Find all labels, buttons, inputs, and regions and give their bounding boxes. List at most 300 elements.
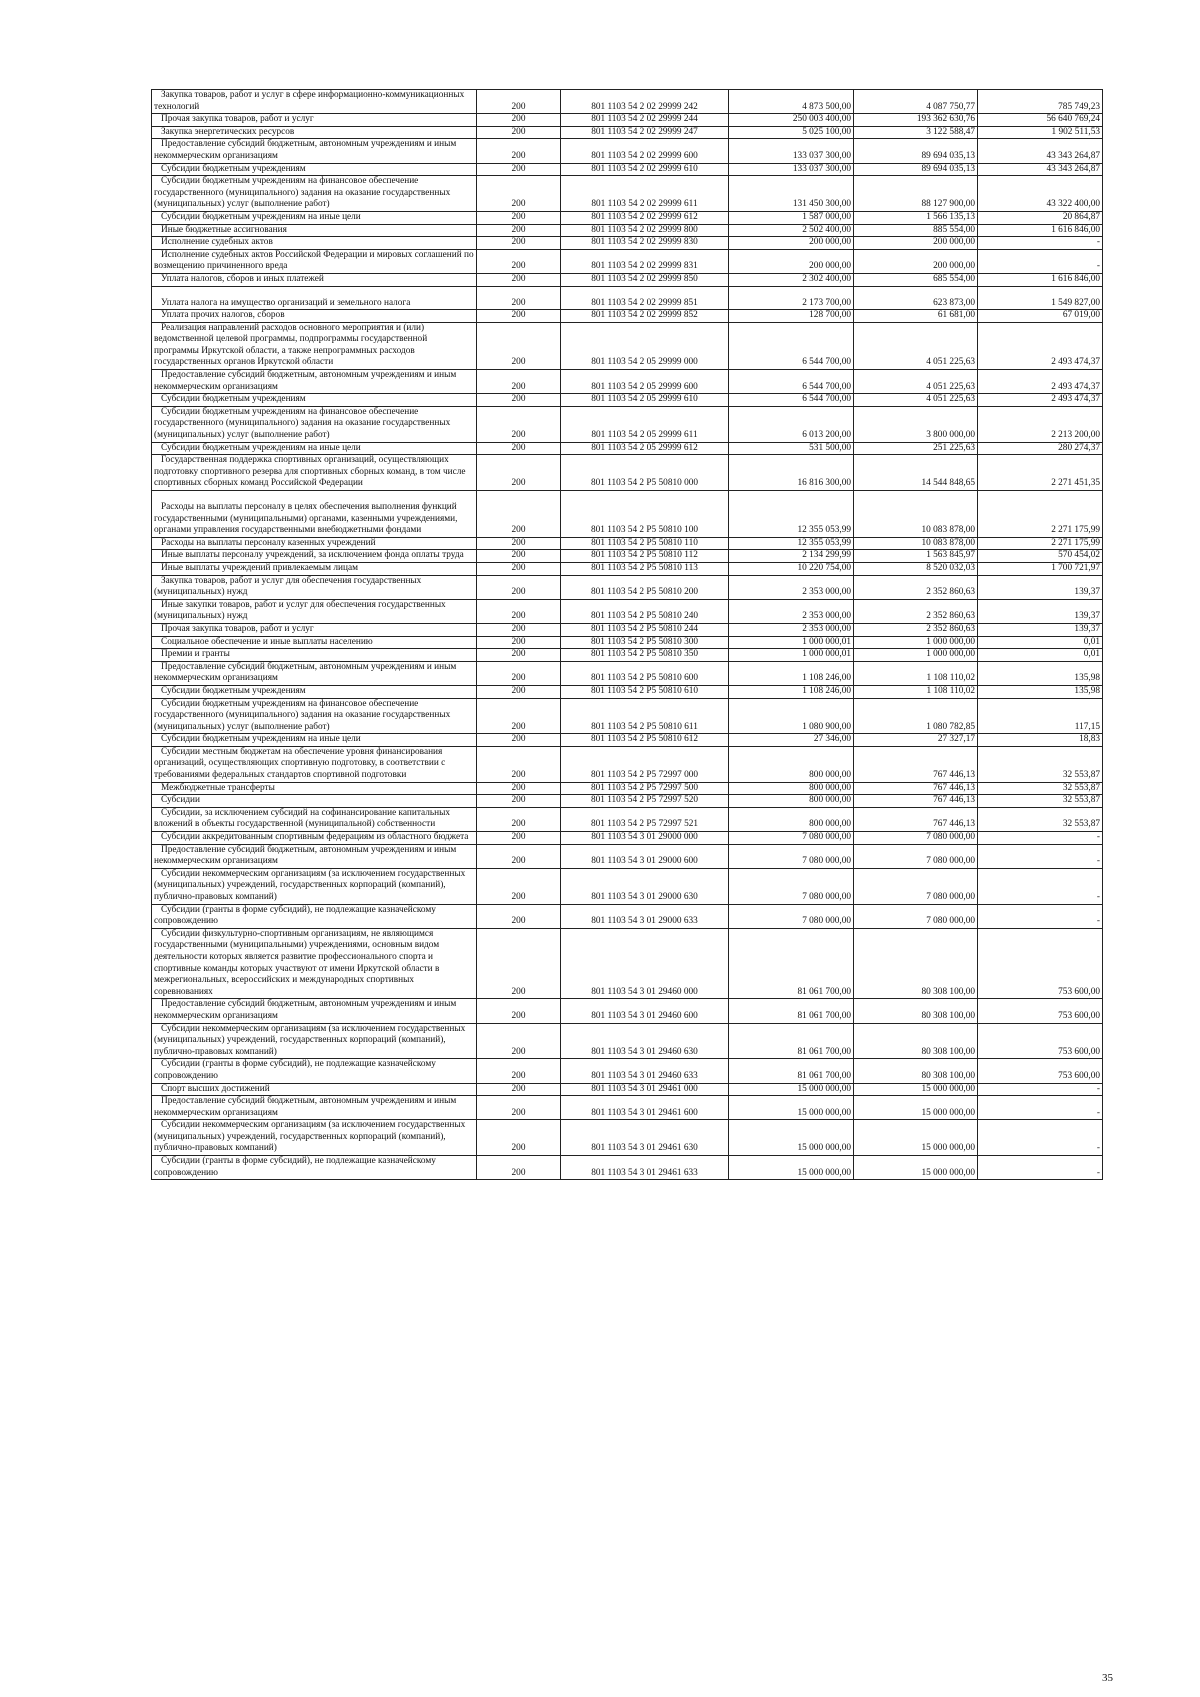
row-approved-cell: 15 000 000,00 (729, 1120, 854, 1156)
row-line-code-cell: 200 (477, 114, 561, 127)
row-name-cell (152, 868, 477, 904)
row-approved-cell: 133 037 300,00 (729, 163, 854, 176)
row-unexecuted-cell: 2 271 175,99 (978, 491, 1103, 538)
row-approved-cell: 800 000,00 (729, 795, 854, 808)
row-unexecuted-cell: 1 549 827,00 (978, 286, 1103, 310)
row-approved-cell: 1 080 900,00 (729, 698, 854, 734)
table-row (152, 394, 1103, 407)
row-executed-cell: 623 873,00 (854, 286, 978, 310)
row-budget-code-cell: 801 1103 54 2 P5 50810 612 (561, 734, 729, 747)
table-row (152, 746, 1103, 782)
row-budget-code-cell: 801 1103 54 2 P5 50810 113 (561, 562, 729, 575)
row-budget-code-cell: 801 1103 54 2 P5 50810 110 (561, 537, 729, 550)
row-line-code-cell: 200 (477, 928, 561, 999)
row-name-cell (152, 310, 477, 323)
row-name-text: Социальное обеспечение и иные выплаты населению (161, 636, 373, 647)
row-name-cell (152, 370, 477, 394)
table-row (152, 273, 1103, 286)
row-executed-cell: 1 108 110,02 (854, 661, 978, 685)
row-name-cell (152, 623, 477, 636)
row-budget-code-cell: 801 1103 54 2 P5 72997 521 (561, 807, 729, 831)
row-unexecuted-cell: 2 493 474,37 (978, 394, 1103, 407)
row-budget-code-cell: 801 1103 54 2 02 29999 612 (561, 211, 729, 224)
row-name-text: Субсидии физкультурно-спортивным организациям, не являющимся государственными (муниципальными) учреждениями, основным видом деятельности которых является развитие профессионального спорта и спортивные команды которых участвуют от имени Иркутской области в межрегиональных, всероссийских и международных спортивных соревнованиях (154, 928, 440, 997)
row-unexecuted-cell: 0,01 (978, 649, 1103, 662)
row-name-text: Субсидии бюджетным учреждениям (161, 163, 306, 174)
table-row (152, 807, 1103, 831)
row-name-cell (152, 685, 477, 698)
row-line-code-cell: 200 (477, 795, 561, 808)
row-executed-cell: 80 308 100,00 (854, 928, 978, 999)
row-budget-code-cell: 801 1103 54 3 01 29461 600 (561, 1096, 729, 1120)
row-line-code-cell: 200 (477, 868, 561, 904)
row-budget-code-cell: 801 1103 54 2 02 29999 850 (561, 273, 729, 286)
table-row (152, 999, 1103, 1023)
row-approved-cell: 16 816 300,00 (729, 455, 854, 491)
row-budget-code-cell: 801 1103 54 3 01 29000 633 (561, 904, 729, 928)
row-line-code-cell: 200 (477, 394, 561, 407)
table-row (152, 163, 1103, 176)
row-name-cell (152, 844, 477, 868)
row-line-code-cell: 200 (477, 661, 561, 685)
row-line-code-cell: 200 (477, 1156, 561, 1180)
row-executed-cell: 885 554,00 (854, 224, 978, 237)
row-name-text: Прочая закупка товаров, работ и услуг (161, 623, 314, 634)
page-number: 35 (1102, 1672, 1113, 1684)
row-approved-cell: 250 003 400,00 (729, 114, 854, 127)
row-name-cell (152, 599, 477, 623)
row-line-code-cell: 200 (477, 211, 561, 224)
row-name-text: Межбюджетные трансферты (161, 782, 275, 793)
row-unexecuted-cell: - (978, 249, 1103, 273)
row-budget-code-cell: 801 1103 54 3 01 29460 633 (561, 1059, 729, 1083)
row-name-text: Субсидии бюджетным учреждениям на иные цели (161, 734, 361, 745)
row-budget-code-cell: 801 1103 54 2 P5 50810 244 (561, 623, 729, 636)
row-name-cell (152, 114, 477, 127)
row-name-text: Субсидии, за исключением субсидий на софинансирование капитальных вложений в объекты государственной (муниципальной) собственности (154, 807, 451, 830)
row-approved-cell: 10 220 754,00 (729, 562, 854, 575)
row-name-text: Уплата налогов, сборов и иных платежей (161, 273, 324, 284)
row-approved-cell: 2 173 700,00 (729, 286, 854, 310)
row-line-code-cell: 200 (477, 90, 561, 114)
row-line-code-cell: 200 (477, 1023, 561, 1059)
row-name-text: Предоставление субсидий бюджетным, автономным учреждениям и иным некоммерческим организациям (154, 999, 457, 1021)
row-name-text: Закупка энергетических ресурсов (161, 126, 295, 137)
row-approved-cell: 4 873 500,00 (729, 90, 854, 114)
row-approved-cell: 2 302 400,00 (729, 273, 854, 286)
row-line-code-cell: 200 (477, 734, 561, 747)
table-row (152, 698, 1103, 734)
row-name-text: Иные выплаты персоналу учреждений, за исключением фонда оплаты труда (161, 550, 464, 561)
row-line-code-cell: 200 (477, 163, 561, 176)
row-unexecuted-cell: - (978, 844, 1103, 868)
row-name-cell (152, 1120, 477, 1156)
row-name-text: Расходы на выплаты персоналу казенных учреждений (161, 537, 376, 548)
row-approved-cell: 2 353 000,00 (729, 623, 854, 636)
row-approved-cell: 2 353 000,00 (729, 599, 854, 623)
row-unexecuted-cell: - (978, 1096, 1103, 1120)
row-executed-cell: 89 694 035,13 (854, 163, 978, 176)
row-executed-cell: 4 087 750,77 (854, 90, 978, 114)
row-unexecuted-cell: 0,01 (978, 636, 1103, 649)
budget-execution-table (151, 89, 1103, 1180)
table-row (152, 249, 1103, 273)
row-name-cell (152, 734, 477, 747)
row-name-cell (152, 224, 477, 237)
row-executed-cell: 2 352 860,63 (854, 599, 978, 623)
table-row (152, 550, 1103, 563)
row-executed-cell: 4 051 225,63 (854, 370, 978, 394)
row-line-code-cell: 200 (477, 537, 561, 550)
row-unexecuted-cell: 753 600,00 (978, 1059, 1103, 1083)
row-line-code-cell: 200 (477, 310, 561, 323)
row-line-code-cell: 200 (477, 491, 561, 538)
row-unexecuted-cell: - (978, 832, 1103, 845)
row-line-code-cell: 200 (477, 455, 561, 491)
row-approved-cell: 128 700,00 (729, 310, 854, 323)
row-budget-code-cell: 801 1103 54 2 02 29999 830 (561, 237, 729, 250)
row-unexecuted-cell: 753 600,00 (978, 928, 1103, 999)
row-name-text: Субсидии (гранты в форме субсидий), не подлежащие казначейскому сопровождению (154, 1156, 436, 1178)
table-row (152, 795, 1103, 808)
row-unexecuted-cell: 139,37 (978, 575, 1103, 599)
row-name-text: Закупка товаров, работ и услуг для обеспечения государственных (муниципальных) нужд (154, 575, 422, 598)
row-line-code-cell: 200 (477, 139, 561, 163)
row-name-cell (152, 126, 477, 139)
row-name-text: Премии и гранты (161, 649, 230, 660)
row-line-code-cell: 200 (477, 575, 561, 599)
row-approved-cell: 800 000,00 (729, 746, 854, 782)
row-unexecuted-cell: 56 640 769,24 (978, 114, 1103, 127)
row-name-text: Субсидии бюджетным учреждениям на финансовое обеспечение государственного (муниципального) задания на оказание государственных (муниципальных) услуг (выполнение работ) (154, 698, 451, 732)
row-line-code-cell: 200 (477, 746, 561, 782)
row-name-cell (152, 139, 477, 163)
table-row (152, 649, 1103, 662)
row-budget-code-cell: 801 1103 54 3 01 29460 600 (561, 999, 729, 1023)
row-line-code-cell: 200 (477, 273, 561, 286)
row-unexecuted-cell: 32 553,87 (978, 782, 1103, 795)
row-unexecuted-cell: 43 343 264,87 (978, 163, 1103, 176)
row-budget-code-cell: 801 1103 54 2 P5 50810 240 (561, 599, 729, 623)
row-approved-cell: 12 355 053,99 (729, 537, 854, 550)
row-executed-cell: 3 122 588,47 (854, 126, 978, 139)
row-name-text: Предоставление субсидий бюджетным, автономным учреждениям и иным некоммерческим организациям (154, 844, 457, 867)
row-name-text: Предоставление субсидий бюджетным, автономным учреждениям и иным некоммерческим организациям (154, 661, 457, 684)
row-line-code-cell: 200 (477, 599, 561, 623)
row-name-text: Предоставление субсидий бюджетным, автономным учреждениям и иным некоммерческим организациям (154, 1096, 457, 1118)
table-row (152, 139, 1103, 163)
table-row (152, 1083, 1103, 1096)
row-approved-cell: 7 080 000,00 (729, 868, 854, 904)
row-unexecuted-cell: 43 322 400,00 (978, 176, 1103, 212)
table-row (152, 176, 1103, 212)
row-line-code-cell: 200 (477, 126, 561, 139)
row-unexecuted-cell: - (978, 1120, 1103, 1156)
row-line-code-cell: 200 (477, 904, 561, 928)
row-budget-code-cell: 801 1103 54 2 02 29999 610 (561, 163, 729, 176)
row-line-code-cell: 200 (477, 698, 561, 734)
row-approved-cell: 1 000 000,01 (729, 649, 854, 662)
table-row (152, 575, 1103, 599)
row-line-code-cell: 200 (477, 685, 561, 698)
row-budget-code-cell: 801 1103 54 3 01 29460 630 (561, 1023, 729, 1059)
row-budget-code-cell: 801 1103 54 2 05 29999 612 (561, 442, 729, 455)
row-budget-code-cell: 801 1103 54 3 01 29000 600 (561, 844, 729, 868)
row-approved-cell: 15 000 000,00 (729, 1083, 854, 1096)
row-name-text: Субсидии бюджетным учреждениям (161, 685, 306, 696)
row-unexecuted-cell: 32 553,87 (978, 795, 1103, 808)
table-row (152, 868, 1103, 904)
row-executed-cell: 2 352 860,63 (854, 575, 978, 599)
row-approved-cell: 1 108 246,00 (729, 661, 854, 685)
row-unexecuted-cell: 280 274,37 (978, 442, 1103, 455)
row-line-code-cell: 200 (477, 550, 561, 563)
row-executed-cell: 251 225,63 (854, 442, 978, 455)
row-line-code-cell: 200 (477, 1083, 561, 1096)
table-row (152, 442, 1103, 455)
row-executed-cell: 14 544 848,65 (854, 455, 978, 491)
row-budget-code-cell: 801 1103 54 2 02 29999 242 (561, 90, 729, 114)
row-name-cell (152, 562, 477, 575)
row-name-text: Субсидии местным бюджетам на обеспечение уровня финансирования организаций, осуществляющих спортивную подготовку, в соответствии с требованиями федеральных стандартов спортивной подготовки (154, 746, 446, 781)
row-name-text: Уплата прочих налогов, сборов (161, 310, 285, 321)
row-budget-code-cell: 801 1103 54 2 05 29999 611 (561, 406, 729, 442)
row-unexecuted-cell: 2 271 175,99 (978, 537, 1103, 550)
row-executed-cell: 200 000,00 (854, 249, 978, 273)
row-line-code-cell: 200 (477, 832, 561, 845)
row-budget-code-cell: 801 1103 54 2 P5 50810 611 (561, 698, 729, 734)
row-budget-code-cell: 801 1103 54 3 01 29000 630 (561, 868, 729, 904)
row-line-code-cell: 200 (477, 844, 561, 868)
row-line-code-cell: 200 (477, 442, 561, 455)
row-unexecuted-cell: 1 902 511,53 (978, 126, 1103, 139)
row-approved-cell: 6 544 700,00 (729, 322, 854, 369)
row-approved-cell: 2 134 299,99 (729, 550, 854, 563)
table-row (152, 310, 1103, 323)
table-row (152, 455, 1103, 491)
row-executed-cell: 4 051 225,63 (854, 322, 978, 369)
row-executed-cell: 80 308 100,00 (854, 1059, 978, 1083)
row-budget-code-cell: 801 1103 54 3 01 29460 000 (561, 928, 729, 999)
row-executed-cell: 767 446,13 (854, 795, 978, 808)
row-unexecuted-cell: 1 616 846,00 (978, 224, 1103, 237)
row-name-cell (152, 163, 477, 176)
row-approved-cell: 81 061 700,00 (729, 1059, 854, 1083)
row-executed-cell: 7 080 000,00 (854, 832, 978, 845)
row-unexecuted-cell: 32 553,87 (978, 746, 1103, 782)
row-line-code-cell: 200 (477, 1059, 561, 1083)
row-name-cell (152, 406, 477, 442)
row-unexecuted-cell: 67 019,00 (978, 310, 1103, 323)
row-line-code-cell: 200 (477, 1120, 561, 1156)
row-line-code-cell: 200 (477, 322, 561, 369)
table-row (152, 562, 1103, 575)
row-unexecuted-cell: 2 213 200,00 (978, 406, 1103, 442)
row-executed-cell: 1 080 782,85 (854, 698, 978, 734)
row-executed-cell: 7 080 000,00 (854, 868, 978, 904)
row-name-cell (152, 649, 477, 662)
row-executed-cell: 7 080 000,00 (854, 904, 978, 928)
row-budget-code-cell: 801 1103 54 2 P5 50810 112 (561, 550, 729, 563)
table-row (152, 782, 1103, 795)
row-name-cell (152, 904, 477, 928)
row-approved-cell: 200 000,00 (729, 237, 854, 250)
row-line-code-cell: 200 (477, 370, 561, 394)
row-unexecuted-cell: 18,83 (978, 734, 1103, 747)
table-row (152, 114, 1103, 127)
row-approved-cell: 27 346,00 (729, 734, 854, 747)
table-row (152, 623, 1103, 636)
row-name-cell (152, 782, 477, 795)
row-unexecuted-cell: 1 616 846,00 (978, 273, 1103, 286)
row-name-text: Предоставление субсидий бюджетным, автономным учреждениям и иным некоммерческим организациям (154, 139, 457, 161)
row-line-code-cell: 200 (477, 237, 561, 250)
table-row (152, 224, 1103, 237)
table-row (152, 1156, 1103, 1180)
table-row (152, 211, 1103, 224)
row-name-cell (152, 1083, 477, 1096)
table-row (152, 1120, 1103, 1156)
row-approved-cell: 133 037 300,00 (729, 139, 854, 163)
row-name-text: Государственная поддержка спортивных организаций, осуществляющих подготовку спортивного резерва для спортивных сборных команд, в том числе спортивных сборных команд Российской Федерации (154, 455, 466, 489)
row-name-text: Субсидии аккредитованным спортивным федерациям из областного бюджета (161, 832, 469, 843)
row-budget-code-cell: 801 1103 54 2 P5 50810 100 (561, 491, 729, 538)
row-unexecuted-cell: 2 493 474,37 (978, 322, 1103, 369)
budget-table-body (152, 90, 1103, 1180)
row-name-cell (152, 661, 477, 685)
table-row (152, 322, 1103, 369)
row-line-code-cell: 200 (477, 782, 561, 795)
row-name-cell (152, 746, 477, 782)
row-name-cell (152, 832, 477, 845)
table-row (152, 928, 1103, 999)
row-name-cell (152, 442, 477, 455)
row-name-cell (152, 1023, 477, 1059)
row-executed-cell: 89 694 035,13 (854, 139, 978, 163)
row-executed-cell: 2 352 860,63 (854, 623, 978, 636)
row-name-text: Иные закупки товаров, работ и услуг для обеспечения государственных (муниципальных) нужд (154, 599, 446, 622)
row-name-cell (152, 795, 477, 808)
row-name-text: Субсидии (гранты в форме субсидий), не подлежащие казначейскому сопровождению (154, 1059, 436, 1081)
row-executed-cell: 61 681,00 (854, 310, 978, 323)
row-executed-cell: 1 108 110,02 (854, 685, 978, 698)
row-name-cell (152, 491, 477, 538)
row-name-cell (152, 550, 477, 563)
row-name-cell (152, 211, 477, 224)
row-unexecuted-cell: 135,98 (978, 685, 1103, 698)
row-unexecuted-cell: - (978, 868, 1103, 904)
row-line-code-cell: 200 (477, 999, 561, 1023)
row-approved-cell: 5 025 100,00 (729, 126, 854, 139)
row-executed-cell: 193 362 630,76 (854, 114, 978, 127)
row-approved-cell: 2 353 000,00 (729, 575, 854, 599)
row-name-cell (152, 537, 477, 550)
row-line-code-cell: 200 (477, 807, 561, 831)
row-name-cell (152, 928, 477, 999)
row-budget-code-cell: 801 1103 54 2 P5 50810 610 (561, 685, 729, 698)
row-budget-code-cell: 801 1103 54 2 02 29999 244 (561, 114, 729, 127)
row-approved-cell: 131 450 300,00 (729, 176, 854, 212)
row-executed-cell: 685 554,00 (854, 273, 978, 286)
row-name-text: Иные выплаты учреждений привлекаемым лицам (161, 562, 358, 573)
row-budget-code-cell: 801 1103 54 2 05 29999 600 (561, 370, 729, 394)
row-budget-code-cell: 801 1103 54 3 01 29461 630 (561, 1120, 729, 1156)
row-budget-code-cell: 801 1103 54 2 02 29999 600 (561, 139, 729, 163)
row-name-text: Субсидии (гранты в форме субсидий), не подлежащие казначейскому сопровождению (154, 904, 436, 927)
row-unexecuted-cell: 20 864,87 (978, 211, 1103, 224)
table-row (152, 406, 1103, 442)
table-row (152, 491, 1103, 538)
row-executed-cell: 15 000 000,00 (854, 1120, 978, 1156)
table-row (152, 599, 1103, 623)
row-budget-code-cell: 801 1103 54 2 P5 72997 520 (561, 795, 729, 808)
table-row (152, 90, 1103, 114)
row-executed-cell: 10 083 878,00 (854, 491, 978, 538)
row-approved-cell: 7 080 000,00 (729, 832, 854, 845)
row-name-text: Исполнение судебных актов (161, 237, 273, 248)
row-name-cell (152, 394, 477, 407)
row-approved-cell: 6 013 200,00 (729, 406, 854, 442)
row-name-cell (152, 807, 477, 831)
row-executed-cell: 4 051 225,63 (854, 394, 978, 407)
table-row (152, 370, 1103, 394)
row-budget-code-cell: 801 1103 54 2 05 29999 610 (561, 394, 729, 407)
row-approved-cell: 800 000,00 (729, 807, 854, 831)
row-name-text: Расходы на выплаты персоналу в целях обеспечения выполнения функций государственными (муниципальными) органами, казенными учреждениями, органами управления государственными внебюджетными фондами (154, 502, 458, 536)
row-line-code-cell: 200 (477, 649, 561, 662)
table-row (152, 286, 1103, 310)
table-row (152, 904, 1103, 928)
row-name-text: Исполнение судебных актов Российской Федерации и мировых соглашений по возмещению причиненного вреда (154, 249, 474, 272)
row-name-cell (152, 575, 477, 599)
row-unexecuted-cell: - (978, 1156, 1103, 1180)
row-executed-cell: 27 327,17 (854, 734, 978, 747)
row-executed-cell: 15 000 000,00 (854, 1156, 978, 1180)
table-row (152, 636, 1103, 649)
row-executed-cell: 767 446,13 (854, 746, 978, 782)
row-unexecuted-cell: 139,37 (978, 599, 1103, 623)
row-budget-code-cell: 801 1103 54 2 P5 50810 350 (561, 649, 729, 662)
row-name-cell (152, 455, 477, 491)
row-executed-cell: 767 446,13 (854, 782, 978, 795)
table-row (152, 1059, 1103, 1083)
row-budget-code-cell: 801 1103 54 2 02 29999 831 (561, 249, 729, 273)
row-executed-cell: 7 080 000,00 (854, 844, 978, 868)
row-approved-cell: 200 000,00 (729, 249, 854, 273)
row-name-cell (152, 322, 477, 369)
table-row (152, 537, 1103, 550)
row-executed-cell: 80 308 100,00 (854, 1023, 978, 1059)
row-budget-code-cell: 801 1103 54 2 P5 50810 300 (561, 636, 729, 649)
row-unexecuted-cell: 570 454,02 (978, 550, 1103, 563)
row-name-cell (152, 698, 477, 734)
row-executed-cell: 3 800 000,00 (854, 406, 978, 442)
table-row (152, 237, 1103, 250)
row-unexecuted-cell: 117,15 (978, 698, 1103, 734)
row-name-text: Спорт высших достижений (161, 1083, 270, 1094)
row-approved-cell: 7 080 000,00 (729, 904, 854, 928)
row-budget-code-cell: 801 1103 54 2 02 29999 247 (561, 126, 729, 139)
row-approved-cell: 1 108 246,00 (729, 685, 854, 698)
row-budget-code-cell: 801 1103 54 2 02 29999 852 (561, 310, 729, 323)
row-name-cell (152, 237, 477, 250)
row-unexecuted-cell: - (978, 237, 1103, 250)
row-approved-cell: 15 000 000,00 (729, 1156, 854, 1180)
row-unexecuted-cell: 2 271 451,35 (978, 455, 1103, 491)
row-unexecuted-cell: 139,37 (978, 623, 1103, 636)
row-name-cell (152, 286, 477, 310)
row-name-text: Субсидии некоммерческим организациям (за исключением государственных (муниципальных) учреждений, государственных корпораций (компаний), публично-правовых компаний) (154, 868, 466, 902)
